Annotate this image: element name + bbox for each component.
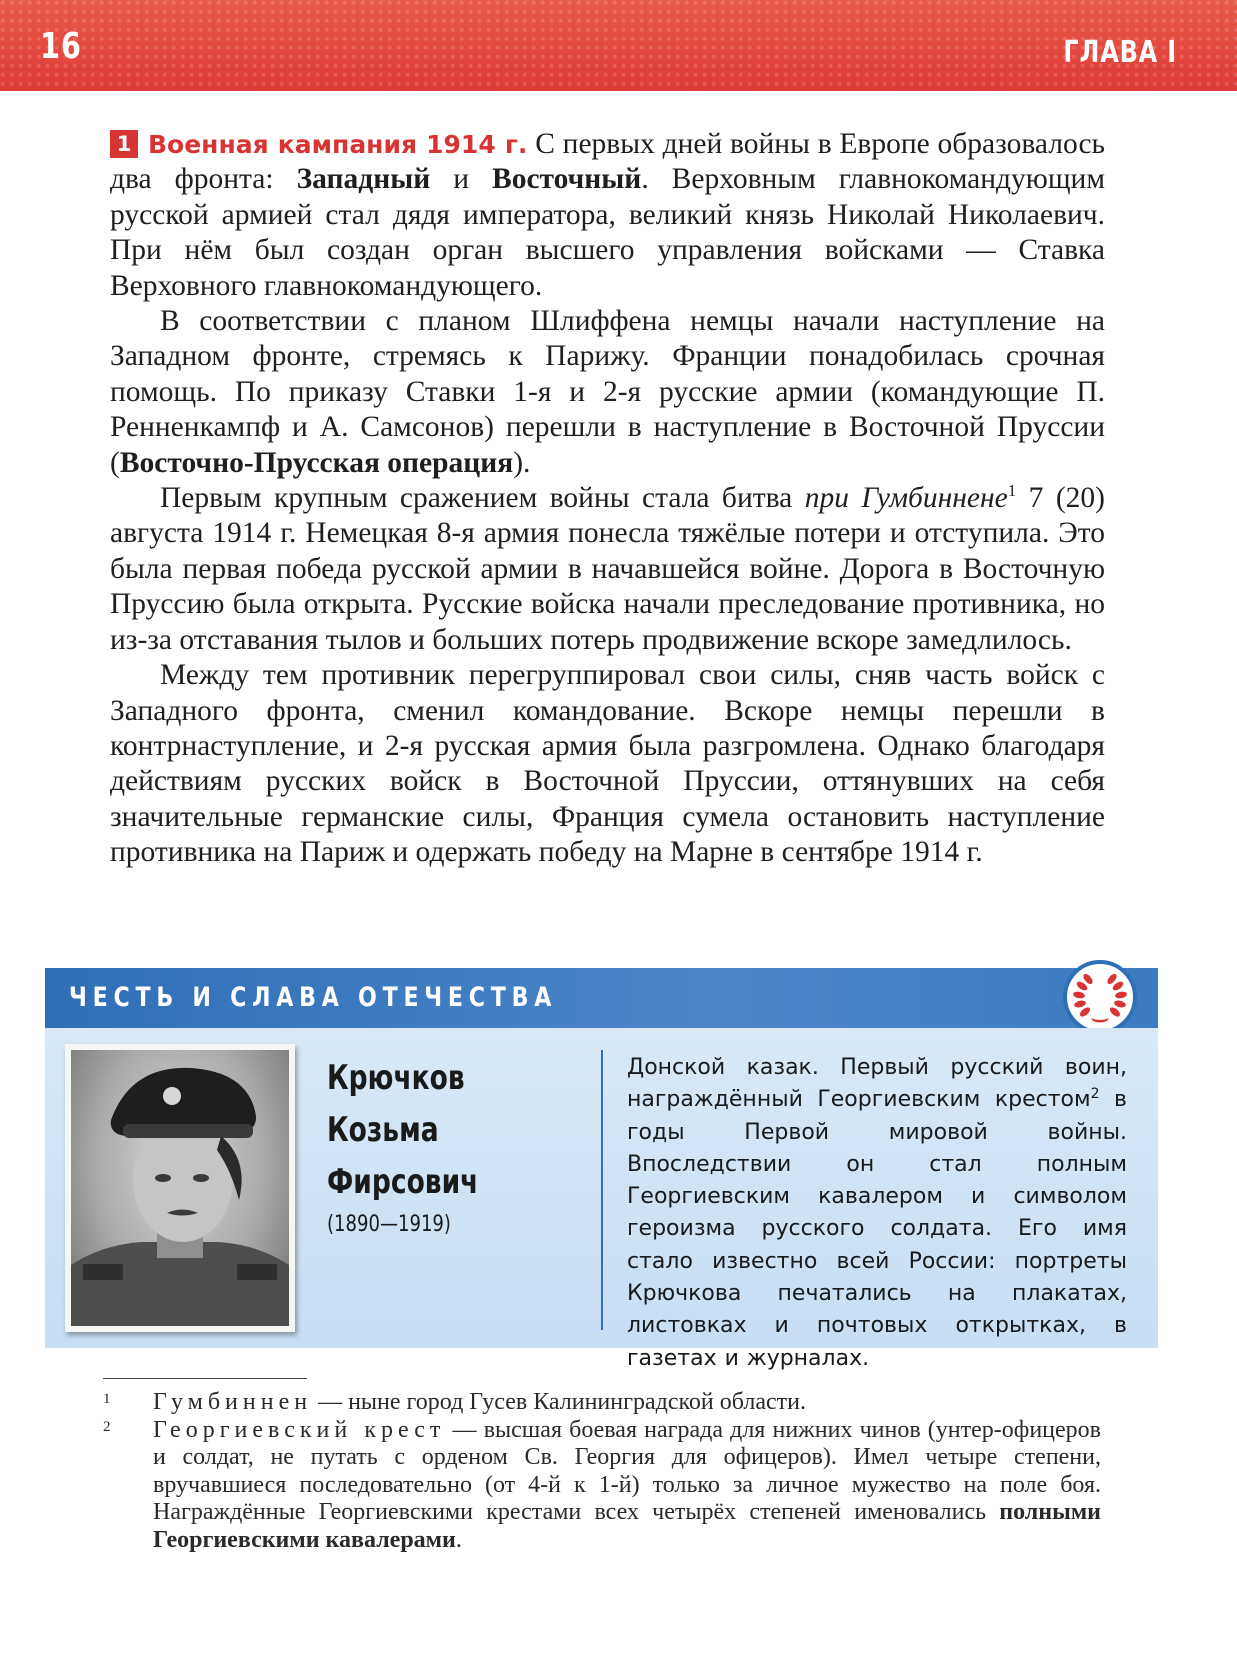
person-name [327,1052,478,1208]
footnote-number: 2 [103,1418,111,1435]
laurel-wreath-icon [1063,960,1137,1034]
paragraph-3: Первым крупным сражением войны стала битва при Гумбиннене$^1$ 7 (20) августа 1914 г. Немецкая 8-я армия понесла тяжёлые потери и отступила. Это была первая победа русской армии в начавшейся войне. Дорога в Восточную Пруссию была открыта. Русские войска начали преследование противника, но из-за отставания тылов и больших потерь продвижение вскоре замедлилось. [110,481,1105,656]
person-first-name: Козьма [327,1110,439,1150]
footnote-number: 1 [103,1391,111,1407]
term-east-prussian-operation: Восточно-Прусская операция [119,446,514,479]
page-number: 16 [40,26,82,67]
footnote-1: 1 Гумбиннен — ныне город Гусев Калининградской области. [103,1389,1101,1417]
portrait-icon [71,1050,289,1326]
section-title: Военная кампания 1914 г. [148,130,528,159]
portrait-photo-frame [65,1044,295,1332]
term-eastern-front: Восточный [492,163,642,196]
footnote-ref-1[interactable]: 1 [1007,481,1017,501]
chapter-label: ГЛАВА I [1063,35,1177,70]
honor-glory-box [45,968,1158,1371]
page-header [0,0,1237,91]
term-western-front: Западный [296,163,431,196]
paragraph-1: 1 Военная кампания 1914 г. С первых дней войны в Европе образовалось два фронта: Западный и Восточный. Верховным главнокомандующим русской армией стал дядя императора, великий князь Николай Николаевич. При нём был создан орган высшего управления войсками — Ставка Верховного главнокомандующего. [110,128,1106,302]
box-title: ЧЕСТЬ И СЛАВА ОТЕЧЕСТВА [69,982,558,1013]
paragraph-4: Между тем противник перегруппировал свои силы, сняв часть войск с Западного фронта, сменил командование. Вскоре немцы перешли в контрнаступление, и 2-я русская армия была разгромлена. Однако благодаря действиям русских войск в Восточной Пруссии, оттянувших на себя значительные германские силы, Франция сумела остановить наступление противника на Париж и одержать победу на Марне в сентябре 1914 г. [110,659,1105,869]
footnote-bold-term: полными Георгиевскими кавалерами [153,1499,1101,1553]
box-header-band [45,968,1158,1028]
main-text [110,127,1105,871]
person-surname: Крючков [327,1058,465,1098]
person-patronymic: Фирсович [327,1162,479,1202]
footnote-2: 2 Георгиевский крест — высшая боевая награда для нижних чинов (унтер-офицеров и солдат, не путать с орденом Св. Георгия для офицеров). Имел четыре степени, вручавшиеся последовательно (от 4-й к 1-й) только за личное мужество на поле боя. Награждённые Георгиевскими крестами всех четырёх степеней именовались полными Георгиевскими кавалерами. [103,1417,1101,1555]
footnote-ref-2[interactable]: 2 [1090,1086,1100,1103]
footnote-term: Георгиевский крест [153,1416,446,1443]
footnote-term: Гумбиннен [153,1389,313,1415]
section-number-badge: 1 [110,130,138,158]
paragraph-2: В соответствии с планом Шлиффена немцы начали наступление на Западном фронте, стремясь к Парижу. Франции понадобилась срочная помощь. По приказу Ставки 1-я и 2-я русские армии (командующие П. Ренненкампф и А. Самсонов) перешли в наступление в Восточной Пруссии (Восточно-Прусская операция). [110,305,1105,479]
footnote-divider [103,1378,307,1379]
divider-line [601,1050,603,1330]
person-years: (1890—1919) [327,1212,451,1237]
term-gumbinnen: при Гумбиннене [804,482,1008,515]
footnotes [103,1389,1101,1554]
person-description: Донской казак. Первый русский воин, награждённый Георгиевским крестом$^2$ в годы Первой мировой войны. Впоследствии он стал полным Георгиевским кавалером и символом героизма русского солдата. Его имя стало известно всей России: портреты Крючкова печатались на плакатах, листовках и почтовых открытках, в газетах и журналах. [627,1055,1127,1371]
